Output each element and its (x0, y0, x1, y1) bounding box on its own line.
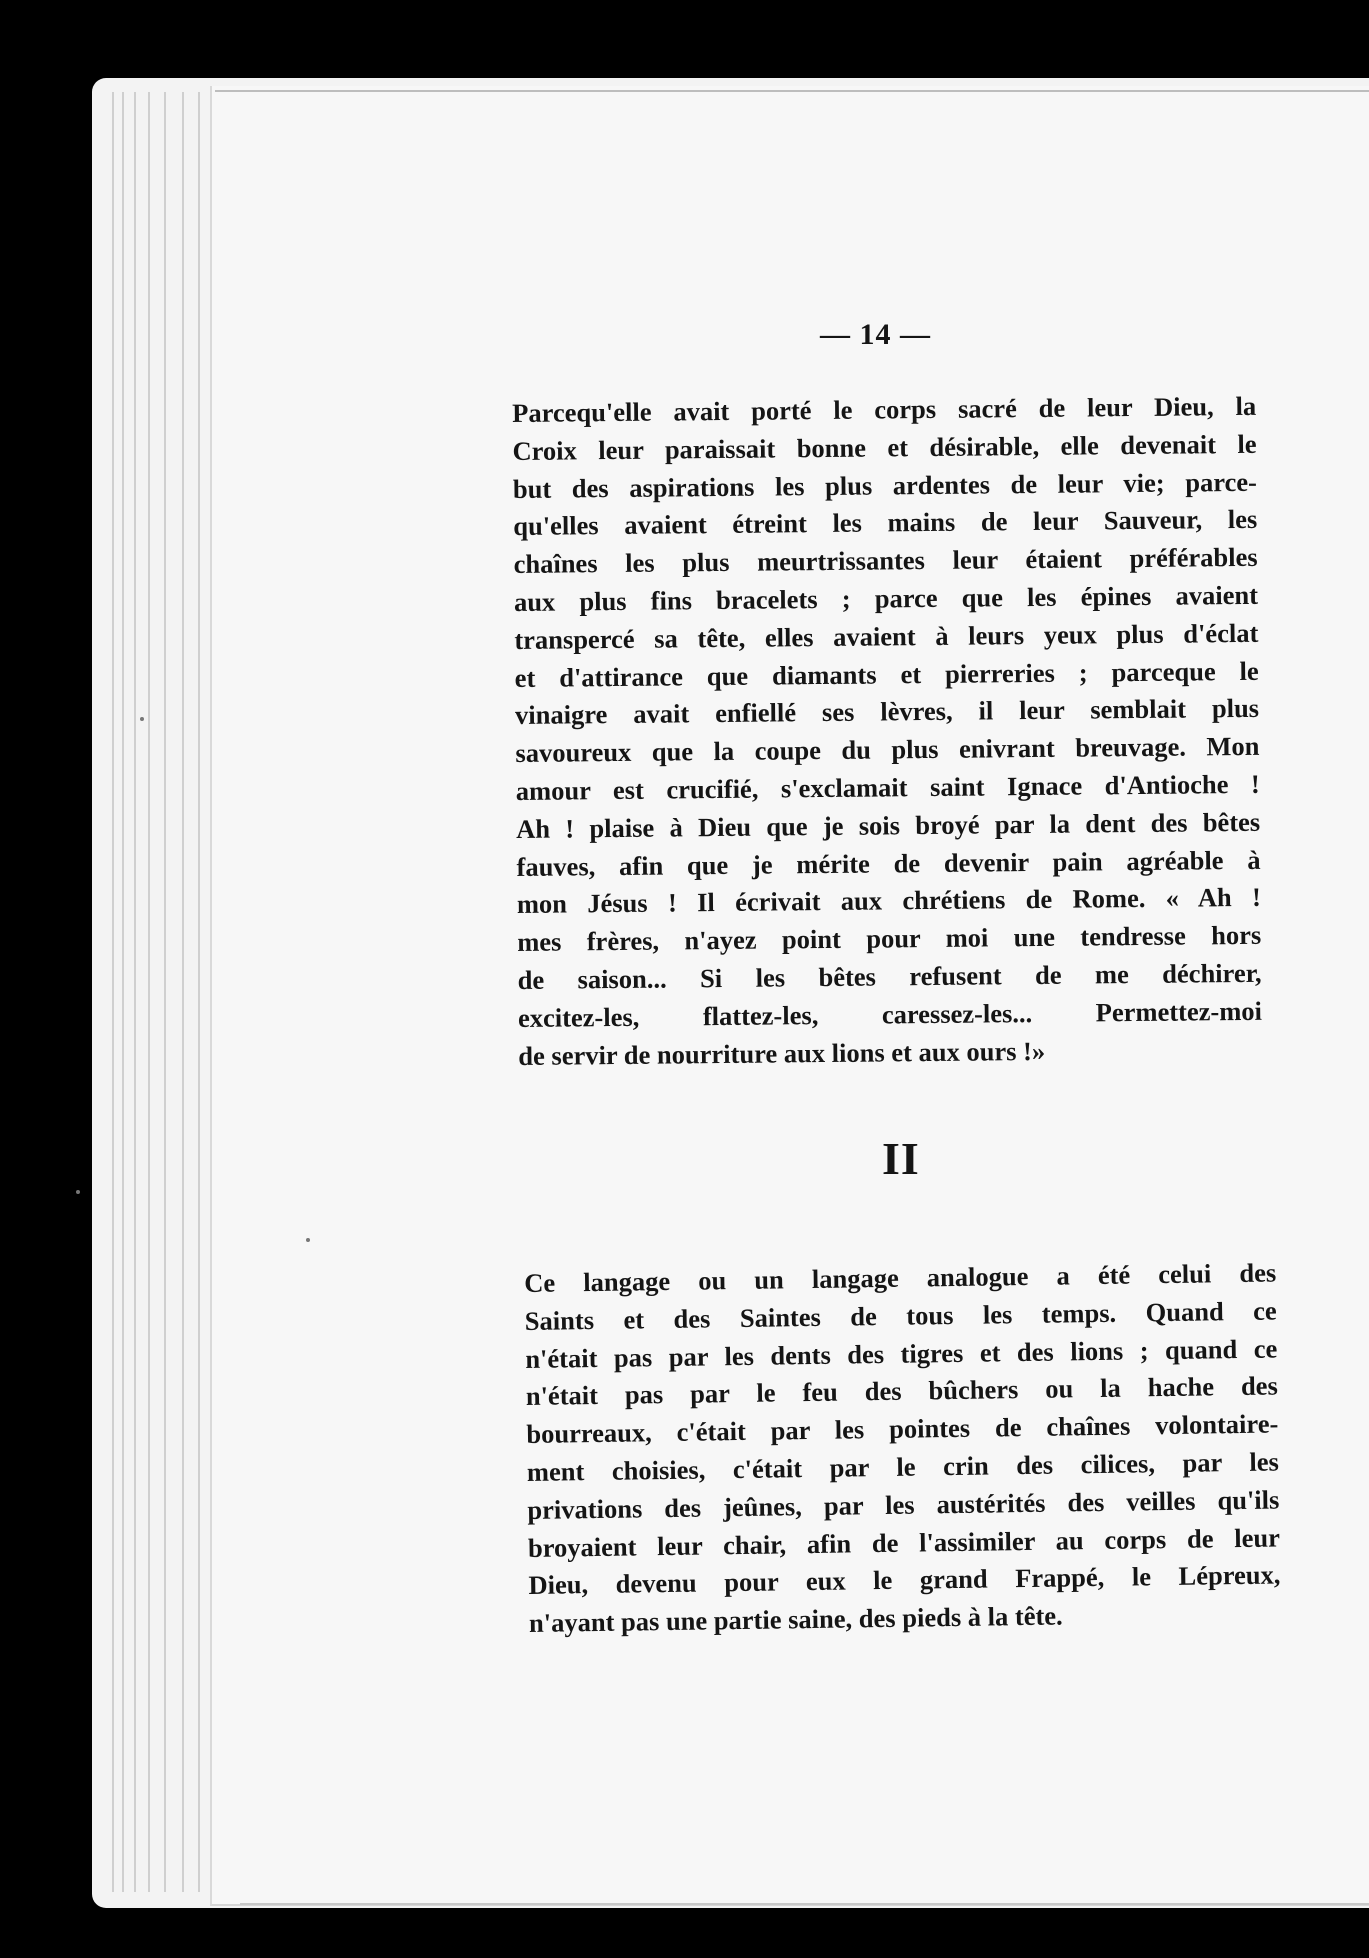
text-line: mes frères, n'ayez point pour moi une tendresse hors (517, 919, 1262, 958)
text-line: Croix leur paraissait bonne et désirable, elle devenait le (512, 428, 1257, 466)
page-edge (148, 92, 150, 1892)
text-line: broyaient leur chair, afin de l'assimiler au corps de leur (527, 1522, 1281, 1563)
paragraph-2 (524, 1255, 1281, 1643)
text-line: Parcequ'elle avait porté le corps sacré de leur Dieu, la (512, 390, 1257, 428)
text-line: mon Jésus ! Il écrivait aux chrétiens de Rome. « Ah ! (516, 882, 1261, 920)
text-line: ment choisies, c'était par le crin des cilices, par les (526, 1446, 1280, 1487)
page-edge (122, 92, 124, 1892)
text-line: transpercé sa tête, elles avaient à leurs yeux plus d'éclat (514, 617, 1259, 655)
paragraph-1 (512, 388, 1262, 1075)
page-edge (112, 92, 114, 1892)
text-line: aux plus fins bracelets ; parce que les épines avaient (513, 579, 1259, 617)
text-line: de servir de nourriture aux lions et aux ours !» (518, 1035, 1046, 1071)
dust-speck (140, 717, 144, 721)
text-line: Ce langage ou un langage analogue a été celui des (524, 1257, 1277, 1298)
text-line: amour est crucifié, s'exclamait saint Ignace d'Antioche ! (515, 768, 1260, 806)
page-number: — 14 — (820, 318, 931, 351)
text-line: fauves, afin que je mérite de devenir pain agréable à (516, 844, 1261, 882)
text-line: Ah ! plaise à Dieu que je sois broyé par la dent des bêtes (516, 806, 1261, 844)
text-line: chaînes les plus meurtrissantes leur étaient préférables (513, 542, 1258, 580)
text-line: n'était pas par le feu des bûchers ou la hache des (525, 1370, 1278, 1412)
page-top-edge (215, 90, 1369, 92)
dust-speck (306, 1238, 310, 1242)
text-line: privations des jeûnes, par les austérités des veilles qu'ils (527, 1484, 1280, 1525)
text-line: Saints et des Saintes de tous les temps. Quand ce (524, 1295, 1277, 1336)
text-line: bourreaux, c'était par les pointes de chaînes volontaire- (526, 1408, 1279, 1450)
page-edge (182, 92, 184, 1892)
text-line: Dieu, devenu pour eux le grand Frappé, le Lépreux, (528, 1559, 1281, 1601)
text-line: but des aspirations les plus ardentes de leur vie; parce- (512, 466, 1258, 504)
text-line: vinaigre avait enfiellé ses lèvres, il leur semblait plus (514, 693, 1260, 731)
text-line: n'ayant pas une partie saine, des pieds à la tête. (528, 1600, 1063, 1639)
text-line: de saison... Si les bêtes refusent de me déchirer, (517, 957, 1262, 995)
page-edge (198, 92, 200, 1892)
page-bottom-edge (240, 1903, 1369, 1905)
section-heading: II (882, 1133, 920, 1184)
text-line: n'était pas par les dents des tigres et des lions ; quand ce (525, 1333, 1278, 1374)
text-line: excitez-les, flattez-les, caressez-les... Permettez-moi (517, 995, 1263, 1033)
page-edge (134, 92, 136, 1892)
text-line: savoureux que la coupe du plus enivrant breuvage. Mon (515, 731, 1260, 769)
dust-speck (76, 1190, 80, 1194)
page-edge (164, 92, 166, 1892)
text-line: et d'attirance que diamants et pierreries ; parceque le (514, 655, 1259, 693)
text-line: qu'elles avaient étreint les mains de leur Sauveur, les (513, 504, 1258, 542)
